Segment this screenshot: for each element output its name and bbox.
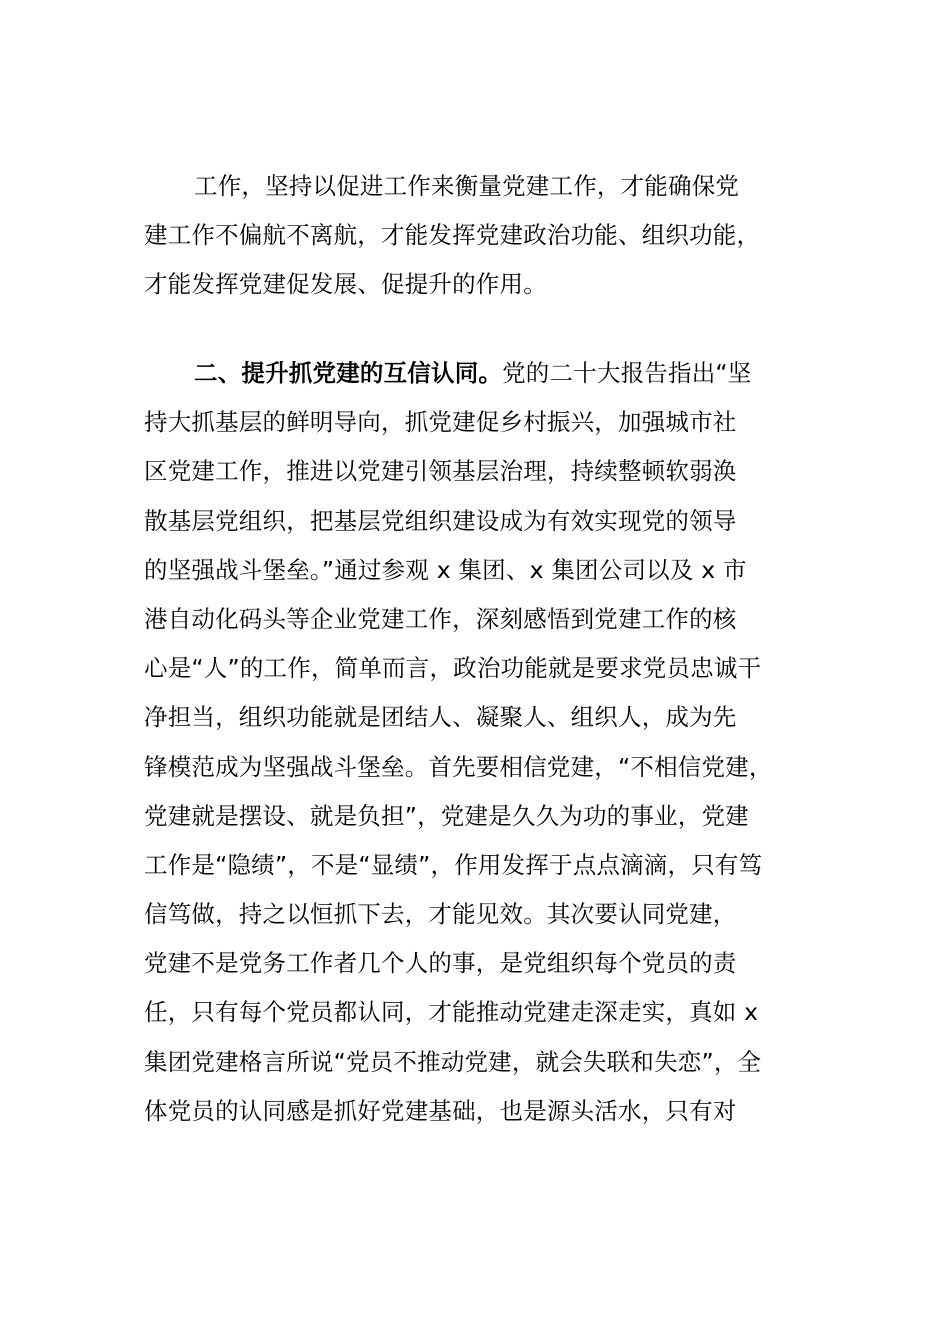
text-line: 信笃做，持之以恒抓下去，才能见效。其次要认同党建， [144, 900, 737, 929]
section-heading: 二、提升抓党建的互信认同。 [194, 359, 503, 387]
text-line: 心是“人”的工作，简单而言，政治功能就是要求党员忠诚干 [144, 654, 762, 683]
text-line: 港自动化码头等企业党建工作，深刻感悟到党建工作的核 [144, 604, 737, 633]
paragraph-section-two [144, 349, 809, 1136]
text-line: 集团党建格言所说“党员不推动党建，就会失联和失恋”，全 [144, 1047, 762, 1076]
text-line: 锋模范成为坚强战斗堡垒。首先要相信党建，“不相信党建， [144, 752, 773, 781]
text-line: 工作，坚持以促进工作来衡量党建工作，才能确保党 [194, 172, 740, 200]
text-line: 建工作不偏航不离航，才能发挥党建政治功能、组织功能， [144, 221, 761, 250]
paragraph-continuation [144, 162, 809, 310]
text-line-first [144, 349, 809, 398]
text-line: 党建不是党务工作者几个人的事，是党组织每个党员的责 [144, 949, 737, 978]
text-line: 区党建工作，推进以党建引领基层治理，持续整顿软弱涣 [144, 457, 737, 486]
text-line: 散基层党组织，把基层党组织建设成为有效实现党的领导 [144, 506, 737, 535]
text-line: 的坚强战斗堡垒。”通过参观 x 集团、x 集团公司以及 x 市 [144, 555, 747, 584]
section-heading-rest: 党的二十大报告指出“坚 [502, 359, 752, 387]
text-line: 工作是“隐绩”，不是“显绩”，作用发挥于点点滴滴，只有笃 [144, 850, 763, 879]
text-line: 体党员的认同感是抓好党建基础，也是源头活水，只有对 [144, 1096, 737, 1125]
text-line: 任，只有每个党员都认同，才能推动党建走深走实，真如 x [144, 998, 759, 1027]
text-line: 净担当，组织功能就是团结人、凝聚人、组织人，成为先 [144, 703, 737, 732]
text-line: 才能发挥党建促发展、促提升的作用。 [144, 270, 547, 299]
text-line: 党建就是摆设、就是负担”，党建是久久为功的事业，党建 [144, 801, 749, 830]
text-line: 持大抓基层的鲜明导向，抓党建促乡村振兴，加强城市社 [144, 408, 737, 437]
